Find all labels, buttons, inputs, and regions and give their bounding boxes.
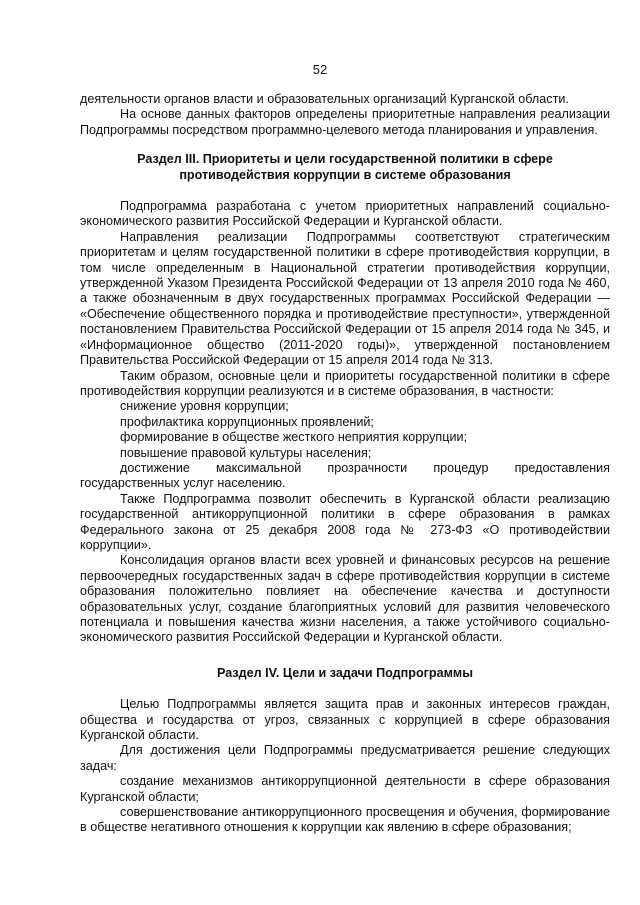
section-3-title-line-1: Раздел III. Приоритеты и цели государственной политики в сфере — [137, 152, 553, 167]
list-item: формирование в обществе жесткого неприятия коррупции; — [120, 430, 468, 445]
list-item: достижение максимальной прозрачности процедур предоставления государственных услуг населению. — [80, 460, 610, 491]
paragraph: Подпрограмма разработана с учетом приоритетных направлений социально-экономического развития Российской Федерации и Курганской области. — [80, 199, 610, 229]
paragraph: Целью Подпрограммы является защита прав и законных интересов граждан, общества и государства от угроз, связанных с коррупцией в сфере образования Курганской области. — [80, 697, 610, 743]
paragraph: Также Подпрограмма позволит обеспечить в Курганской области реализацию государственной антикоррупционной политики в сфере образования в рамках Федерального закона от 25 декабря 2008 года № 273-ФЗ «О противодействии коррупции». — [80, 491, 610, 552]
list-item: профилактика коррупционных проявлений; — [120, 414, 374, 429]
section-4-title: Раздел IV. Цели и задачи Подпрограммы — [217, 665, 473, 680]
list-item: снижение уровня коррупции; — [120, 399, 289, 414]
paragraph: Направления реализации Подпрограммы соответствуют стратегическим приоритетам и целям государственной политики в сфере противодействия коррупции, в том числе определенным в Национальной стратегии противодействия коррупции, утвержденной Указом Президента Российской Федерации от 13 апреля 2010 года № 460, а также обозначенным в двух государственных программах Российской Федерации — «Обеспечение общественного порядка и противодействие преступности», утвержденной постановлением Правительства Российской Федерации от 15 апреля 2014 года № 345, и «Информационное общество (2011-2020 годы)», утвержденной постановлением Правительства Российской Федерации от 15 апреля 2014 года № 313. — [80, 229, 610, 368]
list-item: совершенствование антикоррупционного просвещения и обучения, формирование в обществе негативного отношения к коррупции как явлению в сфере образования; — [80, 805, 610, 835]
document-body — [80, 92, 610, 836]
paragraph: Консолидация органов власти всех уровней и финансовых ресурсов на решение первоочередных государственных задач в сфере противодействия коррупции в системе образования положительно повлияет на обеспечение качества и доступности образовательных услуг, создание благоприятных условий для развития человеческого потенциала и повышения качества жизни населения, а также устойчивого социально-экономического развития Российской Федерации и Курганской области. — [80, 553, 610, 645]
list-item: создание механизмов антикоррупционной деятельности в сфере образования Курганской области; — [80, 774, 610, 804]
section-3-heading — [80, 152, 610, 183]
section-3-title-line-2: противодействия коррупции в системе образования — [179, 167, 511, 182]
section-4-heading — [80, 666, 610, 681]
paragraph: Для достижения цели Подпрограммы предусматривается решение следующих задач: — [80, 743, 610, 773]
list-item: повышение правовой культуры населения; — [120, 445, 372, 460]
paragraph: Таким образом, основные цели и приоритеты государственной политики в сфере противодействия коррупции реализуются и в системе образования, в частности: — [80, 368, 610, 398]
page-number: 52 — [312, 62, 328, 77]
paragraph: На основе данных факторов определены приоритетные направления реализации Подпрограммы посредством программно-целевого метода планирования и управления. — [80, 107, 610, 137]
paragraph-continuation: деятельности органов власти и образовательных организаций Курганской области. — [80, 92, 569, 106]
